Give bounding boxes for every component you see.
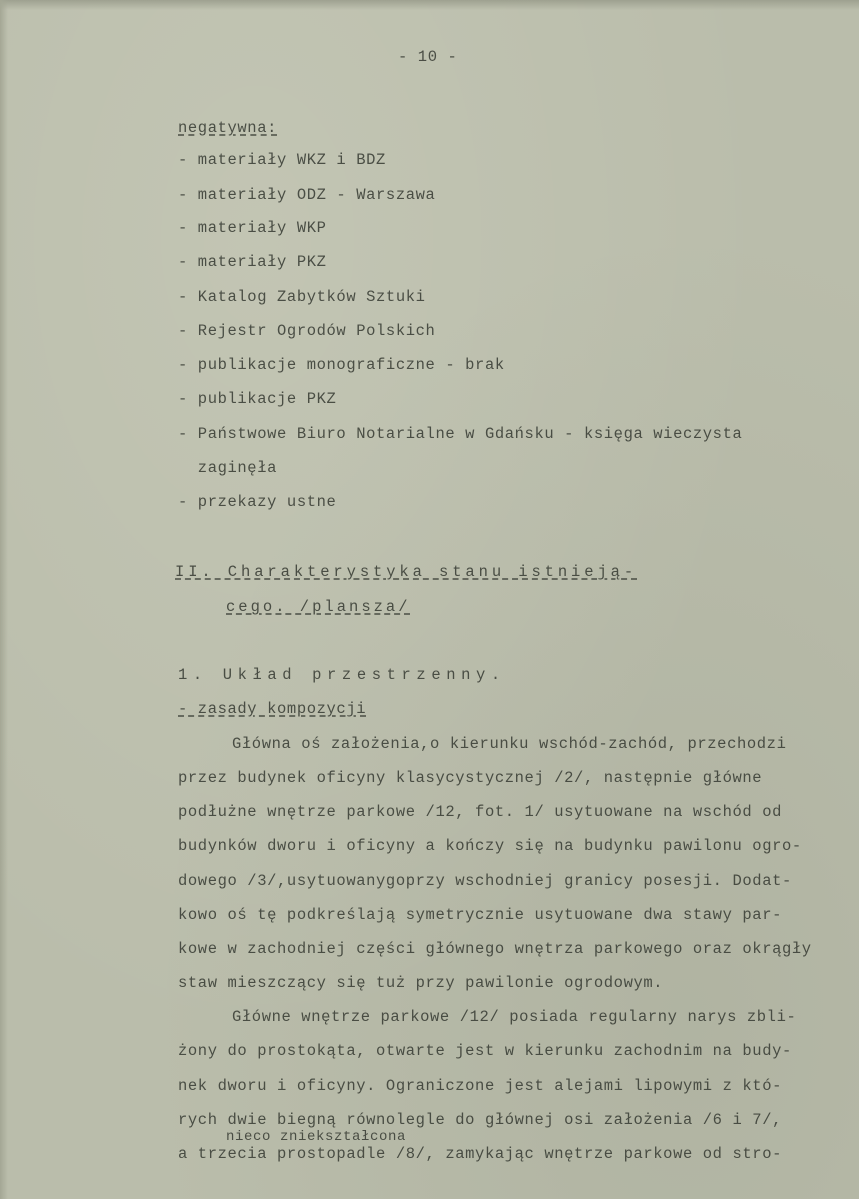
page-edge-left [0,0,8,1199]
paragraph-line: Główne wnętrze parkowe /12/ posiada regularny narys zbli- [232,1008,797,1026]
paragraph-line: kowo oś tę podkreślają symetrycznie usytuowane dwa stawy par- [178,906,782,924]
paragraph-line: przez budynek oficyny klasycystycznej /2/, następnie główne [178,769,763,787]
list-item: - materiały WKP [178,219,327,237]
list-item: - Rejestr Ogrodów Polskich [178,322,436,340]
page-edge-top [0,0,859,10]
list-item: - Państwowe Biuro Notarialne w Gdańsku - księga wieczysta [178,425,743,443]
list-item: - publikacje PKZ [178,390,337,408]
paragraph-line: kowe w zachodniej części głównego wnętrza parkowego oraz okrągły [178,940,812,958]
subheading: - zasady kompozycji [178,700,367,718]
paragraph-line: Główna oś założenia,o kierunku wschód-zachód, przechodzi [232,735,787,753]
paragraph-line: nek dworu i oficyny. Ograniczone jest alejami lipowymi z któ- [178,1077,782,1095]
list-item: - Katalog Zabytków Sztuki [178,288,426,306]
interlinear-note: nieco zniekształcona [226,1129,407,1145]
paragraph-line: rych dwie biegną równolegle do głównej osi założenia /6 i 7/, [178,1111,782,1129]
list-item: - materiały WKZ i BDZ [178,151,386,169]
paragraph-line: staw mieszczący się tuż przy pawilonie ogrodowym. [178,974,664,992]
paragraph-line: a trzecia prostopadle /8/, zamykając wnętrze parkowe od stro- [178,1145,782,1163]
subsection-title: 1. Układ przestrzenny. [178,666,506,684]
list-item: - materiały PKZ [178,253,327,271]
paragraph-line: żony do prostokąta, otwarte jest w kierunku zachodnim na budy- [178,1042,792,1060]
list-item: - publikacje monograficzne - brak [178,356,505,374]
list-item: - przekazy ustne [178,493,337,511]
paragraph-line: podłużne wnętrze parkowe /12, fot. 1/ usytuowane na wschód od [178,803,782,821]
list-item: zaginęła [178,459,278,477]
paragraph-line: budynków dworu i oficyny a kończy się na budynku pawilonu ogro- [178,837,802,855]
page-number: - 10 - [398,48,458,66]
list-item: - materiały ODZ - Warszawa [178,186,436,204]
paragraph-line: dowego /3/,usytuowanygoprzy wschodniej granicy posesji. Dodat- [178,872,792,890]
section-title-line1: II. Charakterystyka stanu istnieją- [175,563,638,581]
section-title-line2: cego. /plansza/ [226,598,411,616]
heading-negative: negatywna: [178,119,278,137]
